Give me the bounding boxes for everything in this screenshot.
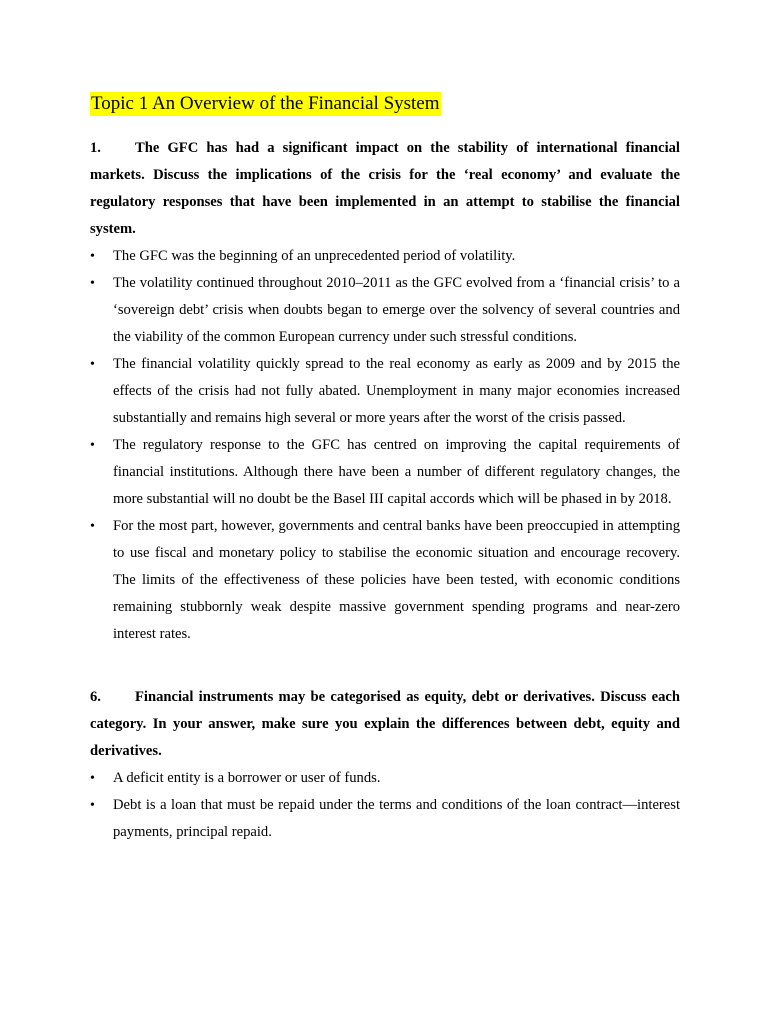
answer-list-6 [90, 765, 680, 846]
answer-list-1 [90, 243, 680, 648]
bullet-icon: • [90, 771, 95, 786]
list-item-text: The volatility continued throughout 2010–2011 as the GFC evolved from a ‘financial crisis’ to a ‘sovereign debt’ crisis when doubts began to emerge over the solvency of several countries and the viability of the common European currency under such stressful conditions. [113, 275, 680, 345]
bullet-icon: • [90, 357, 95, 372]
list-item [90, 243, 680, 270]
bullet-icon: • [90, 798, 95, 813]
document-title: Topic 1 An Overview of the Financial System [91, 93, 440, 114]
list-item [90, 513, 680, 648]
list-item-text: The regulatory response to the GFC has centred on improving the capital requirements of financial institutions. Although there have been a number of different regulatory changes, the more substantial will no doubt be the Basel III capital accords which will be phased in by 2018. [113, 437, 680, 507]
bullet-icon: • [90, 249, 95, 264]
question-number: 1. [90, 140, 101, 156]
bullet-icon: • [90, 519, 95, 534]
document-page [90, 92, 680, 846]
question-6 [90, 684, 680, 765]
question-text: The GFC has had a significant impact on the stability of international financial markets. Discuss the implications of the crisis for the ‘real economy’ and evaluate the regulatory responses that have been implemented in an attempt to stabilise the financial system. [90, 140, 680, 237]
list-item-text: Debt is a loan that must be repaid under the terms and conditions of the loan contract—interest payments, principal repaid. [113, 797, 680, 840]
question-1 [90, 135, 680, 243]
bullet-icon: • [90, 276, 95, 291]
question-number: 6. [90, 689, 101, 705]
list-item-text: The financial volatility quickly spread to the real economy as early as 2009 and by 2015 the effects of the crisis had not fully abated. Unemployment in many major economies increased substantially and remains high several or more years after the worst of the crisis passed. [113, 356, 680, 426]
list-item [90, 270, 680, 351]
bullet-icon: • [90, 438, 95, 453]
list-item-text: The GFC was the beginning of an unprecedented period of volatility. [113, 248, 516, 264]
list-item-text: For the most part, however, governments and central banks have been preoccupied in attempting to use fiscal and monetary policy to stabilise the economic situation and encourage recovery. The limits of the effectiveness of these policies have been tested, with economic conditions remaining stubbornly weak despite massive government spending programs and near-zero interest rates. [113, 518, 680, 642]
list-item [90, 765, 680, 792]
list-item [90, 792, 680, 846]
question-text: Financial instruments may be categorised as equity, debt or derivatives. Discuss each category. In your answer, make sure you explain the differences between debt, equity and derivatives. [90, 689, 680, 759]
list-item-text: A deficit entity is a borrower or user of funds. [113, 770, 381, 786]
list-item [90, 351, 680, 432]
list-item [90, 432, 680, 513]
